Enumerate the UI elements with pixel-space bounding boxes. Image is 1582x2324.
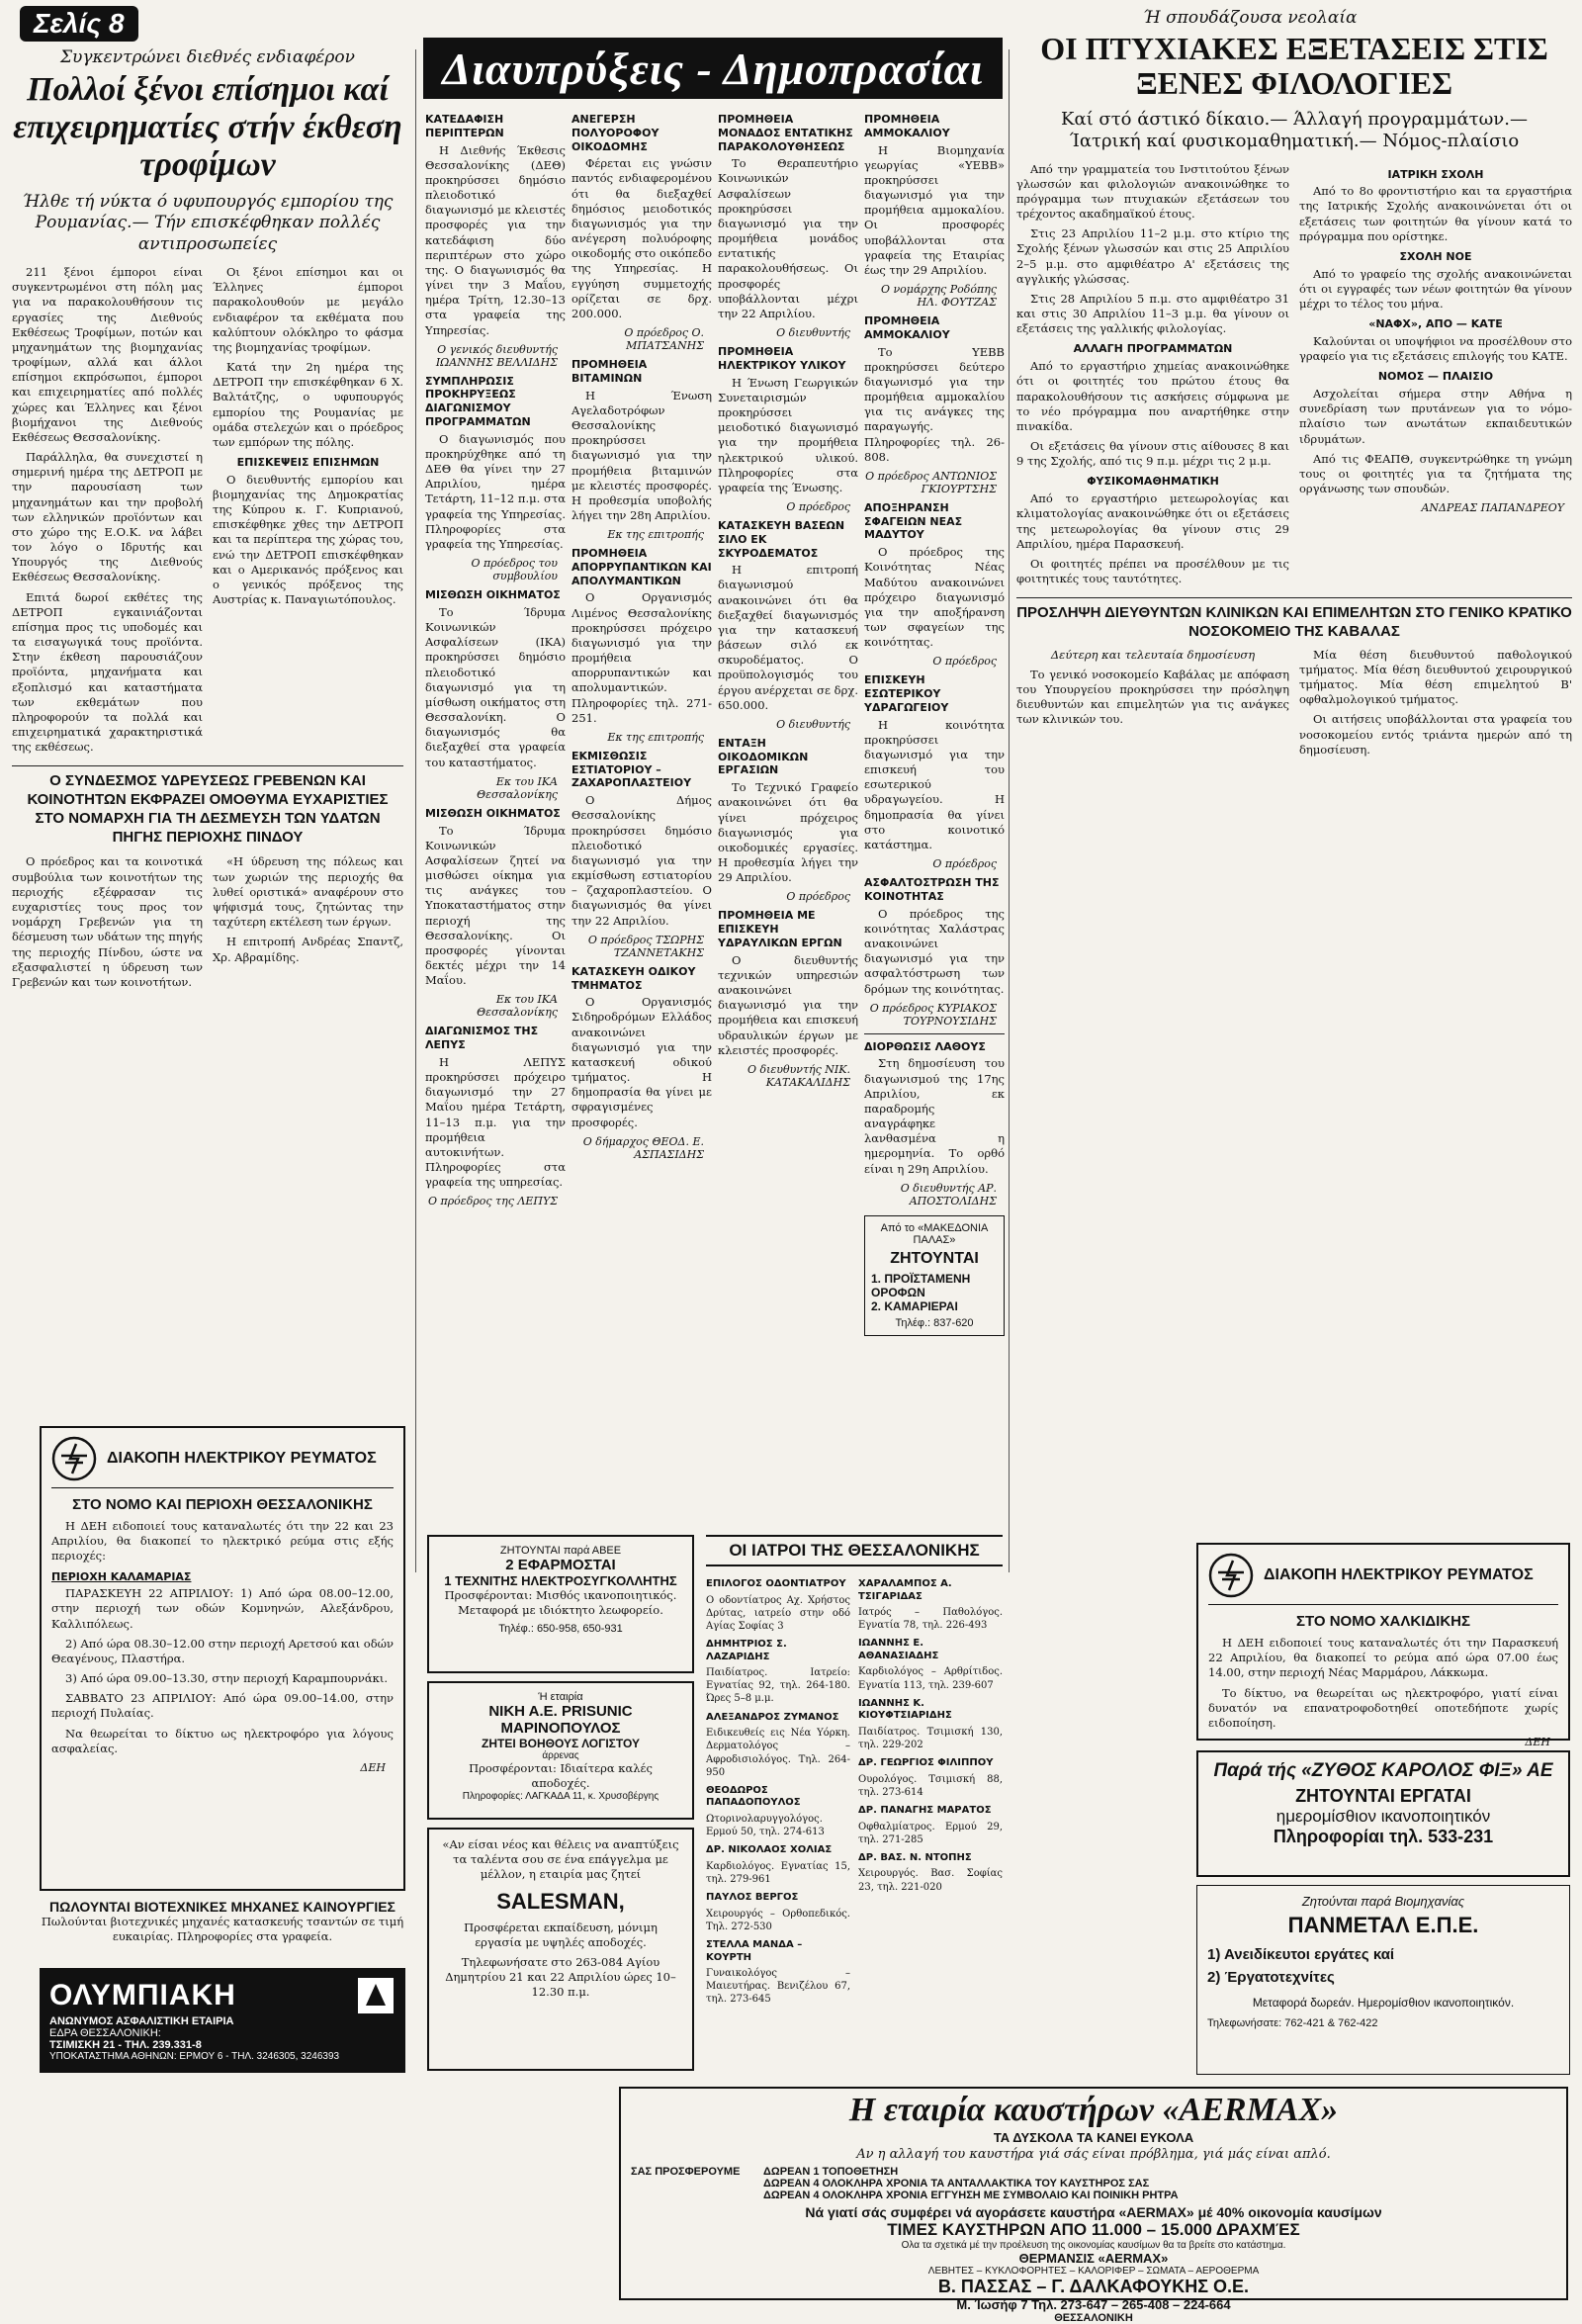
doctor-entry: ΔΡ. ΝΙΚΟΛΑΟΣ ΧΟΛΙΑΣ Καρδιολόγος. Εγνατίας 15, τηλ. 279-961: [706, 1844, 850, 1885]
deh-notice-thessaloniki: ΔΙΑΚΟΠΗ ΗΛΕΚΤΡΙΚΟΥ ΡΕΥΜΑΤΟΣ ΣΤΟ ΝΟΜΟ ΚΑΙ ΠΕΡΙΟΧΗ ΘΕΣΣΑΛΟΝΙΚΗΣ Η ΔΕΗ ειδοποιεί τους καταναλωτές ότι την 22 και 23 Απριλίου, θα διακοπεί το ηλεκτρικό ρεύμα στις εξής περιοχές: ΠΕΡΙΟΧΗ ΚΑΛΑΜΑΡΙΑΣ ΠΑΡΑΣΚΕΥΗ 22 ΑΠΡΙΛΙΟΥ: 1) Από ώρα 08.00–12.00, στην περιοχή των οδών Κομνηνών, Αλεξάνδρου, Καλλιπόλεως. 2) Από ώρα 08.30–12.00 στην περιοχή Αρετσού και οδών Θεαγένους, Πλαστήρα. 3) Από ώρα 09.00–13.30, στην περιοχή Καραμπουρνάκι. ΣΑΒΒΑΤΟ 23 ΑΠΡΙΛΙΟΥ: Από ώρα 09.00–14.00, στην περιοχή Πυλαίας. Να θεωρείται το δίκτυο ως ηλεκτροφόρο για λόγους ασφαλείας. ΔΕΗ: [40, 1426, 405, 1891]
notice: ΜΙΣΘΩΣΗ ΟΙΚΗΜΑΤΟΣ Το Ίδρυμα Κοινωνικών Ασφαλίσεων (ΙΚΑ) προκηρύσσει δημόσιο πλειοδοτικό διαγωνισμό για τη μίσθωση οικήματος στη Θεσσαλονίκη. Ο διαγωνισμός θα διεξαχθεί στα γραφεία του καταστήματος. Εκ του ΙΚΑ Θεσσαλονίκης: [425, 588, 566, 801]
doctor-entry: ΕΠΙΛΟΓΟΣ ΟΔΟΝΤΙΑΤΡΟΥ Ο οδοντίατρος Αχ. Χρήστος Δρύτας, ιατρείο στην οδό Αγίας Σοφίας 3: [706, 1578, 850, 1632]
job-ad-salesman: «Αν είσαι νέος και θέλεις να αναπτύξεις τα ταλέντα σου σε ένα επάγγελμα με μέλλον, η εταιρία μας ζητεί SALESMAN, Προσφέρεται εκπαίδευση, μόνιμη εργασία με υψηλές αποδοχές. Τηλεφωνήσατε στο 263-084 Αγίου Δημητρίου 21 και 22 Απριλίου ώρες 10–12.30 π.μ.: [427, 1828, 694, 2071]
notice: ΕΝΤΑΞΗ ΟΙΚΟΔΟΜΙΚΩΝ ΕΡΓΑΣΙΩΝ Το Τεχνικό Γραφείο ανακοινώνει ότι θα γίνει πρόχειρος διαγωνισμός για οικοδομικές εργασίες. Η προθεσμία λήγει την 29 Απριλίου. Ο πρόεδρος: [718, 736, 858, 904]
right-standfirst: Καί στό άστικό δίκαιο.— Άλλαγή προγραμμάτων.— Ίατρική καί φυσικομαθηματική.— Νόμος-πλαίσιο: [1061, 109, 1528, 151]
notice: ΚΑΤΕΔΑΦΙΣΗ ΠΕΡΙΠΤΕΡΩΝ Η Διεθνής Έκθεσις Θεσσαλονίκης (ΔΕΘ) προκηρύσσει δημόσιο πλειοδοτικό διαγωνισμό με κλειστές προσφορές για την κατεδάφιση δύο περιπτέρων στο χώρο της. Ο διαγωνισμός θα γίνει την 3 Μαΐου, ημέρα Τρίτη, 12.30–13 στα γραφεία της Υπηρεσίας. Ο γενικός διευθυντής ΙΩΑΝΝΗΣ ΒΕΛΛΙΔΗΣ: [425, 113, 566, 369]
correction-notice: ΔΙΟΡΘΩΣΙΣ ΛΑΘΟΥΣ Στη δημοσίευση του διαγωνισμού της 17ης Απριλίου, εκ παραδρομής αναγράφηκε λανθασμένα η ημερομηνία. Το ορθό είναι η 29η Απριλίου. Ο διευθυντής ΑΡ. ΑΠΟΣΤΟΛΙΔΗΣ: [864, 1039, 1005, 1207]
notice: ΠΡΟΜΗΘΕΙΑ ΗΛΕΚΤΡΙΚΟΥ ΥΛΙΚΟΥ Η Ένωση Γεωργικών Συνεταιρισμών προκηρύσσει μειοδοτικό διαγωνισμό για την προμήθεια ηλεκτρικού υλικού. Πληροφορίες στα γραφεία της Ένωσης. Ο πρόεδρος: [718, 345, 858, 514]
paragraph: Η επιτροπή Ανδρέας Σπαντζ, Χρ. Αβραμίδης.: [213, 935, 403, 964]
right-kicker: Ή σπουδάζουσα νεολαία: [1143, 8, 1358, 28]
doctor-entry: ΙΩΑΝΝΗΣ Κ. ΚΙΟΥΦΤΣΙΑΡΙΔΗΣ Παιδίατρος. Τσιμισκή 130, τηλ. 229-202: [858, 1697, 1003, 1750]
standfirst: Ήλθε τή νύκτα ό υφυπουργός εμπορίου της Ρουμανίας.— Τήν επισκέφθηκαν πολλές αντιπροσωπείες: [22, 192, 394, 254]
panmetal-ad: Ζητούνται παρά Βιομηχανίας ΠΑΝΜΕΤΑΛ Ε.Π.Ε. 1) Ανειδίκευτοι εργάτες καί 2) Έργατοτεχνίτες Μεταφορά δωρεάν. Ημερομίσθιον ικανοποιητικόν. Τηλεφωνήσατε: 762-421 & 762-422: [1196, 1885, 1570, 2075]
doctor-entry: ΑΛΕΞΑΝΔΡΟΣ ΖΥΜΑΝΟΣ Ειδικευθείς εις Νέα Υόρκη. Δερματολόγος – Αφροδισιολόγος. Τηλ. 264-950: [706, 1711, 850, 1778]
paragraph: Οι ξένοι επίσημοι και οι Έλληνες έμποροι παρακολουθούν με μεγάλο ενδιαφέρον τα εκθέματα που καλύπτουν ολόκληρο το φάσμα της βιομηχανίας τροφίμων.: [213, 264, 403, 354]
job-ad-abee: ΖΗΤΟΥΝΤΑΙ παρά ΑΒΕΕ 2 ΕΦΑΡΜΟΣΤΑΙ 1 ΤΕΧΝΙΤΗΣ ΗΛΕΚΤΡΟΣΥΓΚΟΛΛΗΤΗΣ Προσφέρονται: Μισθός ικανοποιητικός. Μεταφορά με ιδιόκτητο λεωφορείο. Τηλέφ.: 650-958, 650-931: [427, 1535, 694, 1673]
notice: ΚΑΤΑΣΚΕΥΗ ΒΑΣΕΩΝ ΣΙΛΟ ΕΚ ΣΚΥΡΟΔΕΜΑΤΟΣ Η επιτροπή διαγωνισμού ανακοινώνει ότι θα διεξαχθεί διαγωνισμός για την κατασκευή βάσεων σιλό εκ σκυροδέματος. Ο προϋπολογισμός του έργου ανέρχεται σε δρχ. 650.000. Ο διευθυντής: [718, 519, 858, 731]
doctor-entry: ΘΕΟΔΩΡΟΣ ΠΑΠΑΔΟΠΟΥΛΟΣ Ωτορινολαρυγγολόγος. Ερμού 50, τηλ. 274-613: [706, 1784, 825, 1838]
zythos-fix-ad: Παρά τής «ΖΥΘΟΣ ΚΑΡΟΛΟΣ ΦΙΞ» ΑΕ ΖΗΤΟΥΝΤΑΙ ΕΡΓΑΤΑΙ ημερομίσθιον ικανοποιητικόν Πληροφορίαι τηλ. 533-231: [1196, 1750, 1570, 1877]
notice: ΑΠΟΞΗΡΑΝΣΗ ΣΦΑΓΕΙΩΝ ΝΕΑΣ ΜΑΔΥΤΟΥ Ο πρόεδρος της Κοινότητας Νέας Μαδύτου ανακοινώνει πρόχειρο διαγωνισμό για την αποξήρανση των σφαγείων της κοινότητας. Ο πρόεδρος: [864, 500, 1005, 669]
notices-column-c: [716, 107, 860, 1096]
doctor-entry: ΧΑΡΑΛΑΜΠΟΣ Α. ΤΣΙΓΑΡΙΔΑΣ Ιατρός – Παθολόγος. Εγνατία 78, τηλ. 226-493: [858, 1578, 1003, 1632]
paragraph: 211 ξένοι έμποροι είναι συγκεντρωμένοι στη πόλη μας για να παρακολουθήσουν τις εργασίες της Διεθνούς Εκθέσεως Τροφίμων, ποτών και μηχανημάτων της βιομηχανίας τροφίμων, αλλά και άλλοι επίσημοι εκπρόσωποι, έμποροι και επιχειρηματίες από πολλές χώρες και Έλληνες και ξένοι βιομήχανοι της Διεθνούς Εκθέσεως Θεσσαλονίκης.: [12, 264, 203, 444]
subheading: ΕΠΙΣΚΕΨΕΙΣ ΕΠΙΣΗΜΩΝ: [236, 456, 380, 470]
doctors-directory: ΟΙ ΙΑΤΡΟΙ ΤΗΣ ΘΕΣΣΑΛΟΝΙΚΗΣ ΕΠΙΛΟΓΟΣ ΟΔΟΝΤΙΑΤΡΟΥ Ο οδοντίατρος Αχ. Χρήστος Δρύτας, ιατρείο στην οδό Αγίας Σοφίας 3 ΔΗΜΗΤΡΙΟΣ Σ. ΛΑΖΑΡΙΔΗΣ Παιδίατρος. Ιατρείο: Εγνατίας 92, τηλ. 264-180. Ώρες 5–8 μ.μ. ΑΛΕΞΑΝΔΡΟΣ ΖΥΜΑΝΟΣ Ειδικευθείς εις Νέα Υόρκη. Δερματολόγος – Αφροδισιολόγος. Τηλ. 264-950 ΘΕΟΔΩΡΟΣ ΠΑΠΑΔΟΠΟΥΛΟΣ Ωτορινολαρυγγολόγος. Ερμού 50, τηλ. 274-613 ΔΡ. ΝΙΚΟΛΑΟΣ ΧΟΛΙΑΣ Καρδιολόγος. Εγνατίας 15, τηλ. 279-961 ΠΑΥΛΟΣ ΒΕΡΓΟΣ Χειρουργός – Ορθοπεδικός. Τηλ. 272-530 ΣΤΕΛΛΑ ΜΑΝΔΑ – ΚΟΥΡΤΗ Γυναικολόγος – Μαιευτήρας. Βενιζέλου 67, τηλ. 273-645 ΧΑΡΑΛΑΜΠΟΣ Α. ΤΣΙΓΑΡΙΔΑΣ Ιατρός – Παθολόγος. Εγνατία 78, τηλ. 226-493 ΙΩΑΝΝΗΣ Ε. ΑΘΑΝΑΣΙΑΔΗΣ Καρδιολόγος – Αρθρίτιδος. Εγνατία 113, τηλ. 239-607 ΙΩΑΝΝΗΣ Κ. ΚΙΟΥΦΤΣΙΑΡΙΔΗΣ Παιδίατρος. Τσιμισκή 130, τηλ. 229-202 ΔΡ. ΓΕΩΡΓΙΟΣ ΦΙΛΙΠΠΟΥ Ουρολόγος. Τσιμισκή 88, τηλ. 273-614 ΔΡ. ΠΑΝΑΓΗΣ ΜΑΡΑΤΟΣ Οφθαλμίατρος. Ερμού 29, τηλ. 271-285 ΔΡ. ΒΑΣ. Ν. ΝΤΟΠΗΣ Χειρουργός. Βασ. Σοφίας 23, τηλ. 221-020: [706, 1535, 1003, 2075]
col1-text-left: [12, 265, 203, 760]
makedonia-palace-ad: Από το «ΜΑΚΕΔΟΝΙΑ ΠΑΛΑΣ» ΖΗΤΟΥΝΤΑΙ 1. ΠΡΟΪΣΤΑΜΕΝΗ ΟΡΟΦΩΝ 2. ΚΑΜΑΡΙΕΡΑΙ Τηλέφ.: 837-620: [864, 1215, 1005, 1336]
column-divider: [415, 49, 416, 1572]
deh-notice-chalkidiki: ΔΙΑΚΟΠΗ ΗΛΕΚΤΡΙΚΟΥ ΡΕΥΜΑΤΟΣ ΣΤΟ ΝΟΜΟ ΧΑΛΚΙΔΙΚΗΣ Η ΔΕΗ ειδοποιεί τους καταναλωτές ότι την Παρασκευή 22 Απριλίου, θα διακοπεί το ρεύμα από ώρα 07.00 έως 14.00, στην περιοχή Νέας Μαρμάρου, Λάκκωμα. Το δίκτυο, να θεωρείται ως ηλεκτροφόρο, γιατί είναι δυνατόν να επανατροφοδοτηθεί οποτεδήποτε χωρίς ειδοποίηση. ΔΕΗ: [1196, 1543, 1570, 1741]
subheading: ΑΛΛΑΓΗ ΠΡΟΓΡΑΜΜΑΤΩΝ: [1073, 342, 1233, 356]
paragraph: Κατά την 2η ημέρα της ΔΕΤΡΟΠ την επισκέφθηκαν 6 Χ. Βαλτάτζης, ο υφυπουργός εμπορίου της Ρουμανίας με ομάδα στελεχών και ο πρόεδρος των εμπόρων της πόλης.: [213, 360, 403, 449]
paragraph: Ο διευθυντής εμπορίου και βιομηχανίας της Δημοκρατίας της Κύπρου κ. Γ. Κυπριανού, επισκέφθηκε χθες την ΔΕΤΡΟΠ και τα περίπτερα της χώρας του, ενώ την ΔΕΤΡΟΠ επισκέφθηκαν και ο Αμερικανός πρόξενος και ο γενικός πρόξενος της Αυστρίας κ. Παναγιωτόπουλος.: [213, 472, 403, 607]
doctor-entry: ΔΡ. ΒΑΣ. Ν. ΝΤΟΠΗΣ Χειρουργός. Βασ. Σοφίας 23, τηλ. 221-020: [858, 1851, 1003, 1893]
deh-logo-icon: [1208, 1553, 1254, 1598]
col1-text-right: [213, 265, 403, 760]
notice: ΠΡΟΜΗΘΕΙΑ ΜΟΝΑΔΟΣ ΕΝΤΑΤΙΚΗΣ ΠΑΡΑΚΟΛΟΥΘΗΣΕΩΣ Το Θεραπευτήριο Κοινωνικών Ασφαλίσεων προκηρύσσει διαγωνισμό για την προμήθεια μονάδος εντατικής παρακολουθήσεως. Οι προσφορές υποβάλλονται μέχρι την 22 Απριλίου. Ο διευθυντής: [718, 113, 858, 340]
notice: ΔΙΑΓΩΝΙΣΜΟΣ ΤΗΣ ΛΕΠΥΣ Η ΛΕΠΥΣ προκηρύσσει πρόχειρο διαγωνισμό την 27 Μαΐου ημέρα Τετάρτη, 11–13 π.μ. για την προμήθεια αυτοκινήτων. Πληροφορίες στα γραφεία της υπηρεσίας. Ο πρόεδρος της ΛΕΠΥΣ: [425, 1025, 566, 1208]
subheading: ΦΥΣΙΚΟΜΑΘΗΜΑΤΙΚΗ: [1087, 475, 1219, 489]
notice: ΠΡΟΜΗΘΕΙΑ ΑΜΜΟΚΑΛΙΟΥ Το ΥΕΒΒ προκηρύσσει δεύτερο διαγωνισμό για την προμήθεια αμμοκαλίου για τις ανάγκες της παραγωγής. Πληροφορίες τηλ. 26-808. Ο πρόεδρος ΑΝΤΩΝΙΟΣ ΓΚΙΟΥΡΤΣΗΣ: [864, 314, 1005, 495]
headline: Πολλοί ξένοι επίσημοι καί επιχειρηματίες στήν έκθεση τροφίμων: [13, 71, 402, 184]
subheading: «ΝΑΦΧ», ΑΠΟ — ΚΑΤΕ: [1368, 317, 1503, 331]
page-label: Σελίς 8: [20, 6, 138, 42]
notices-column-d: [862, 107, 1007, 1570]
box-headline: Ο ΣΥΝΔΕΣΜΟΣ ΥΔΡΕΥΣΕΩΣ ΓΡΕΒΕΝΩΝ ΚΑΙ ΚΟΙΝΟΤΗΤΩΝ ΕΚΦΡΑΖΕΙ ΟΜΟΘΥΜΑ ΕΥΧΑΡΙΣΤΙΕΣ ΣΤΟ ΝΟΜΑΡΧΗ ΓΙΑ ΤΗ ΔΕΣΜΕΥΣΗ ΤΩΝ ΥΔΑΤΩΝ ΠΗΓΗΣ ΠΕΡΙΟΧΗΣ ΠΙΝΔΟΥ: [27, 772, 389, 846]
notice: ΠΡΟΜΗΘΕΙΑ ΑΜΜΟΚΑΛΙΟΥ Η Βιομηχανία γεωργίας «ΥΕΒΒ» προκηρύσσει διαγωνισμό για την προμήθεια αμμοκαλίου. Οι προσφορές υποβάλλονται στα γραφεία της Εταιρίας έως την 29 Απριλίου. Ο νομάρχης Ροδόπης ΗΛ. ΦΟΥΤΖΑΣ: [864, 113, 1005, 310]
notice: ΠΡΟΜΗΘΕΙΑ ΑΠΟΡΡΥΠΑΝΤΙΚΩΝ ΚΑΙ ΑΠΟΛΥΜΑΝΤΙΚΩΝ Ο Οργανισμός Λιμένος Θεσσαλονίκης προκηρύσσει πρόχειρο διαγωνισμό για την προμήθεια απορρυπαντικών και απολυμαντικών. Πληροφορίες τηλ. 271-251. Εκ της επιτροπής: [571, 547, 712, 744]
divider: [12, 765, 403, 766]
notice: ΑΝΕΓΕΡΣΗ ΠΟΛΥΟΡΟΦΟΥ ΟΙΚΟΔΟΜΗΣ Φέρεται εις γνώσιν παντός ενδιαφερομένου ότι θα διεξαχθεί δημόσιος μειοδοτικός διαγωνισμός για την ανέγερση πολυόροφης οικοδομής στο οικόπεδο της Υπηρεσίας. Η εγγύηση συμμετοχής ορίζεται σε δρχ. 200.000. Ο πρόεδρος Ο. ΜΠΑΤΣΑΝΗΣ: [571, 113, 712, 353]
subheading: ΝΟΜΟΣ — ΠΛΑΙΣΙΟ: [1377, 370, 1494, 384]
paragraph: Επιτά δωροί εκθέτες της ΔΕΤΡΟΠ εγκαινιάζονται επίσημα προς τις υποδομές και τα εισαγωγικά τους προϊόντα. Στην έκθεση παρουσιάζουν προϊόντα, μηχανήματα και εξοπλισμό και καταστήματα των εκθεμάτων που πληροφορούν τα πολλά και επιχειρηματικά χαρακτηριστικά της εκθέσεως.: [12, 589, 203, 755]
doctor-entry: ΠΑΥΛΟΣ ΒΕΡΓΟΣ Χειρουργός – Ορθοπεδικός. Τηλ. 272-530: [706, 1892, 850, 1932]
notice: ΠΡΟΜΗΘΕΙΑ ΜΕ ΕΠΙΣΚΕΥΗ ΥΔΡΑΥΛΙΚΩΝ ΕΡΓΩΝ Ο διευθυντής τεχνικών υπηρεσιών ανακοινώνει διαγωνισμό για την προμήθεια και επισκευή υδραυλικών έργων με κλειστές προσφορές. Ο διευθυντής ΝΙΚ. ΚΑΤΑΚΑΛΙΔΗΣ: [718, 909, 858, 1089]
column-divider: [1009, 49, 1010, 1572]
paragraph: Παράλληλα, θα συνεχιστεί η σημερινή ημέρα της ΔΕΤΡΟΠ με την παρουσίαση των μηχανημάτων και την προβολή των ελληνικών προϊόντων και στο χώρο της Ε.Ο.Κ. να λάβει τον λόγο ο Ιδρυτής και Υπουργός της Διεθνούς Εκθέσεως Θεσσαλονίκης.: [12, 450, 203, 584]
olympiaki-ad: ΟΛΥΜΠΙΑΚΗ ΑΝΩΝΥΜΟΣ ΑΣΦΑΛΙΣΤΙΚΗ ΕΤΑΙΡΙΑ ΕΔΡΑ ΘΕΣΣΑΛΟΝΙΚΗ: ΤΣΙΜΙΣΚΗ 21 - ΤΗΛ. 239.331-8 ΥΠΟΚΑΤΑΣΤΗΜΑ ΑΘΗΝΩΝ: ΕΡΜΟΥ 6 - ΤΗΛ. 3246305, 3246393: [40, 1968, 405, 2073]
notice: ΜΙΣΘΩΣΗ ΟΙΚΗΜΑΤΟΣ Το Ίδρυμα Κοινωνικών Ασφαλίσεων ζητεί να μισθώσει οίκημα για τις ανάγκες του Υποκαταστήματος στην περιοχή της Θεσσαλονίκης. Οι προσφορές γίνονται δεκτές μέχρι την 14 Μαΐου. Εκ του ΙΚΑ Θεσσαλονίκης: [425, 806, 566, 1020]
paragraph: Από την γραμματεία του Ινστιτούτου ξένων γλωσσών και φιλολογιών ανακοινώθηκε το πρόγραμμα των πτυχιακών εξετάσεων του τρέχοντος ακαδημαϊκού έτους.: [1016, 161, 1289, 222]
column-1: [12, 0, 403, 1416]
aermax-ad: Η εταιρία καυστήρων «AERMAX» ΤΑ ΔΥΣΚΟΛΑ ΤΑ ΚΑΝΕΙ ΕΥΚΟΛΑ Αν η αλλαγή του καυστήρα γιά σάς είναι πρόβλημα, γιά μάς είναι απλό. ΣΑΣ ΠΡΟΣΦΕΡΟΥΜΕ ΔΩΡΕΑΝ 1 ΤΟΠΟΘΕΤΗΣΗ ΔΩΡΕΑΝ 4 ΟΛΟΚΛΗΡΑ ΧΡΟΝΙΑ ΤΑ ΑΝΤΑΛΛΑΚΤΙΚΑ ΤΟΥ ΚΑΥΣΤΗΡΟΣ ΣΑΣ ΔΩΡΕΑΝ 4 ΟΛΟΚΛΗΡΑ ΧΡΟΝΙΑ ΕΓΓΥΗΣΗ ΜΕ ΣΥΜΒΟΛΑΙΟ ΚΑΙ ΠΟΙΝΙΚΗ ΡΗΤΡΑ Νά γιατί σάς συμφέρει νά αγοράσετε καυστήρα «AERMAX» μέ 40% οικονομία καυσίμων ΤΙΜΕΣ ΚΑΥΣΤΗΡΩΝ ΑΠΟ 11.000 – 15.000 ΔΡΑΧΜΈΣ Ολα τα σχετικά μέ την προέλευση της οικονομίας καυσίμων θα τα βρείτε στο κατάστημα. ΘΕΡΜΑΝΣΙΣ «AERMAX» ΛΕΒΗΤΕΣ – ΚΥΚΛΟΦΟΡΗΤΕΣ – ΚΑΛΟΡΙΦΕΡ – ΣΩΜΑΤΑ – ΑΕΡΟΘΕΡΜΑ Β. ΠΑΣΣΑΣ – Γ. ΔΑΛΚΑΦΟΥΚΗΣ Ο.Ε. Μ. Ίωσήφ 7 Τηλ. 273-647 – 265-408 – 224-664 ΘΕΣΣΑΛΟΝΙΚΗ: [619, 2087, 1568, 2300]
kicker: Συγκεντρώνει διεθνές ενδιαφέρον: [60, 47, 355, 67]
section-banner: Διαυπρύξεις - Δημοπρασίαι: [423, 38, 1003, 99]
paragraph: Στις 28 Απριλίου 5 π.μ. στο αμφιθέατρο 31 και στις 30 Απριλίου 11–3 μ.μ. θα γίνουν οι εξετάσεις της γαλλικής φιλολογίας.: [1016, 291, 1289, 336]
notice: ΣΥΜΠΛΗΡΩΣΙΣ ΠΡΟΚΗΡΥΞΕΩΣ ΔΙΑΓΩΝΙΣΜΟΥ ΠΡΟΓΡΑΜΜΑΤΩΝ Ο διαγωνισμός που προκηρύχθηκε από τη ΔΕΘ θα γίνει την 27 Απριλίου, ημέρα Τετάρτη, 11–12 π.μ. στα γραφεία της Υπηρεσίας. Πληροφορίες στα γραφεία της Υπηρεσίας. Ο πρόεδρος του συμβουλίου: [425, 374, 566, 583]
doctors-list-right: [858, 1572, 1003, 2011]
doctors-list-left: [706, 1572, 850, 2011]
doctor-entry: ΔΡ. ΠΑΝΑΓΗΣ ΜΑΡΑΤΟΣ Οφθαλμίατρος. Ερμού 29, τηλ. 271-285: [858, 1805, 1003, 1845]
doctor-entry: ΣΤΕΛΛΑ ΜΑΝΔΑ – ΚΟΥΡΤΗ Γυναικολόγος – Μαιευτήρας. Βενιζέλου 67, τηλ. 273-645: [706, 1939, 850, 2006]
notice: ΑΣΦΑΛΤΟΣΤΡΩΣΗ ΤΗΣ ΚΟΙΝΟΤΗΤΑΣ Ο πρόεδρος της κοινότητας Χαλάστρας ανακοινώνει διαγωνισμό για την ασφαλτόστρωση των δρόμων της κοινότητας. Ο πρόεδρος ΚΥΡΙΑΚΟΣ ΤΟΥΡΝΟΥΣΙΔΗΣ: [864, 876, 1005, 1028]
machines-for-sale-ad: ΠΩΛΟΥΝΤΑΙ ΒΙΟΤΕΧΝΙΚΕΣ ΜΗΧΑΝΕΣ ΚΑΙΝΟΥΡΓΙΕΣ Πωλούνται βιοτεχνικές μηχανές κατασκευής τσαντών σε τιμή ευκαιρίας. Πληροφορίες στα γραφεία.: [41, 1899, 404, 1944]
notices-column-a: [423, 107, 568, 1412]
olympiaki-logo-icon: [356, 1976, 396, 2015]
doctor-entry: ΔΡ. ΓΕΩΡΓΙΟΣ ΦΙΛΙΠΠΟΥ Ουρολόγος. Τσιμισκή 88, τηλ. 273-614: [858, 1757, 1003, 1798]
right-column: Ή σπουδάζουσα νεολαία ΟΙ ΠΤΥΧΙΑΚΕΣ ΕΞΕΤΑΣΕΙΣ ΣΤΙΣ ΞΕΝΕΣ ΦΙΛΟΛΟΓΙΕΣ Καί στό άστικό δίκαιο.— Άλλαγή προγραμμάτων.— Ίατρική καί φυσικομαθηματική.— Νόμος-πλαίσιο Από την γραμματεία του Ινστιτούτου ξένων γλωσσών και φιλολογιών ανακοινώθηκε το πρόγραμμα των πτυχιακών εξετάσεων του τρέχοντος ακαδημαϊκού έτους. Στις 23 Απριλίου 11–2 μ.μ. στο κτίριο της Σχολής ξένων γλωσσών και στις 25 Απριλίου 2–5 μ.μ. στο αμφιθέατρο Α' εξετάσεις της αγγλικής γλώσσας. Στις 28 Απριλίου 5 π.μ. στο αμφιθέατρο 31 και στις 30 Απριλίου 11–3 μ.μ. θα γίνουν οι εξετάσεις της γαλλικής φιλολογίας. ΑΛΛΑΓΗ ΠΡΟΓΡΑΜΜΑΤΩΝ Από το εργαστήριο χημείας ανακοινώθηκε ότι οι φοιτητές του πρώτου έτους θα παρακολουθήσουν τις ασκήσεις σύμφωνα με το νέο πρόγραμμα που αναρτήθηκε στην πινακίδα. Οι εξετάσεις θα γίνουν στις αίθουσες 8 και 9 της Σχολής, από τις 9 π.μ. μέχρι τις 2 μ.μ. ΦΥΣΙΚΟΜΑΘΗΜΑΤΙΚΗ Από το εργαστήριο μετεωρολογίας και κλιματολογίας ανακοινώθηκε ότι οι εξετάσεις της μετεωρολογίας θα γίνουν στις 29 Απριλίου, ημέρα Παρασκευή. Οι φοιτητές πρέπει να προσέλθουν με τις φοιτητικές τους ταυτότητες. ΙΑΤΡΙΚΗ ΣΧΟΛΗ Από το 8ο φροντιστήριο και τα εργαστήρια της Ιατρικής Σχολής ανακοινώνεται ότι οι εξετάσεις των φοιτητών θα γίνουν κατά το πρόγραμμα που ορίστηκε. ΣΧΟΛΗ ΝΟΕ Από το γραφείο της σχολής ανακοινώνεται ότι οι εγγραφές των νέων φοιτητών θα γίνουν μέχρι το τέλος του μήνα. «ΝΑΦΧ», ΑΠΟ — ΚΑΤΕ Καλούνται οι υποψήφιοι να προσέλθουν στο γραφείο για τις εξετάσεις επιλογής του ΚΑΤΕ. ΝΟΜΟΣ — ΠΛΑΙΣΙΟ Ασχολείται σήμερα στην Αθήνα η συνεδρίαση των πρυτάνεων για το νόμο-πλαίσιο των ανωτάτων εκπαιδευτικών ιδρυμάτων. Από τις ΦΕΑΠΘ, συγκεντρώθηκε τη γνώμη τους οι φοιτητές για τα ζητήματα της οργάνωσης των σπουδών. ΑΝΔΡΕΑΣ ΠΑΠΑΝΔΡΕΟΥ ΠΡΟΣΛΗΨΗ ΔΙΕΥΘΥΝΤΩΝ ΚΛΙΝΙΚΩΝ ΚΑΙ ΕΠΙΜΕΛΗΤΩΝ ΣΤΟ ΓΕΝΙΚΟ ΚΡΑΤΙΚΟ ΝΟΣΟΚΟΜΕΙΟ ΤΗΣ ΚΑΒΑΛΑΣ Δεύτερη και τελευταία δημοσίευση Το γενικό νοσοκομείο Καβάλας με απόφαση του Υπουργείου προκηρύσσει την πρόσληψη διευθυντών και επιμελητών για τις ανάγκες των κλινικών του. Μία θέση διευθυντού παθολογικού τμήματος. Μία θέση διευθυντού χειρουργικού τμήματος. Μία θέση επιμελητού Β' οφθαλμολογικού τμήματος. Οι αιτήσεις υποβάλλονται στα γραφεία του νοσοκομείου εντός τριάντα ημερών από τη δημοσίευση.: [1016, 8, 1572, 757]
notice: ΕΚΜΙΣΘΩΣΙΣ ΕΣΤΙΑΤΟΡΙΟΥ – ΖΑΧΑΡΟΠΛΑΣΤΕΙΟΥ Ο Δήμος Θεσσαλονίκης προκηρύσσει δημόσιο πλειοδοτικό διαγωνισμό για την εκμίσθωση εστιατορίου – ζαχαροπλαστείου. Ο διαγωνισμός θα γίνει την 22 Απριλίου. Ο πρόεδρος ΤΣΩΡΗΣ ΤΖΑΝΝΕΤΑΚΗΣ: [571, 749, 712, 959]
paragraph: Στις 23 Απριλίου 11–2 μ.μ. στο κτίριο της Σχολής ξένων γλωσσών και στις 25 Απριλίου 2–5 μ.μ. στο αμφιθέατρο Α' εξετάσεις της αγγλικής γλώσσας.: [1016, 226, 1289, 286]
paragraph: Ο πρόεδρος και τα κοινοτικά συμβούλια των κοινοτήτων της περιοχής εξέφρασαν τις ευχαριστίες τους προς τον νομάρχη Γρεβενών για τη δέσμευση των υδάτων της πηγής της περιοχής Πίνδου, ώστε να εξασφαλιστεί η ύδρευση των Γρεβενών και των κοινοτήτων.: [12, 854, 203, 989]
notices-column-b: [570, 107, 714, 1161]
signature: ΑΝΔΡΕΑΣ ΠΑΠΑΝΔΡΕΟΥ: [1421, 501, 1564, 515]
doctor-entry: ΔΗΜΗΤΡΙΟΣ Σ. ΛΑΖΑΡΙΔΗΣ Παιδίατρος. Ιατρείο: Εγνατίας 92, τηλ. 264-180. Ώρες 5–8 μ.μ.: [706, 1639, 850, 1705]
subheading: ΣΧΟΛΗ ΝΟΕ: [1399, 250, 1472, 263]
right-headline: ΟΙ ΠΤΥΧΙΑΚΕΣ ΕΞΕΤΑΣΕΙΣ ΣΤΙΣ ΞΕΝΕΣ ΦΙΛΟΛΟΓΙΕΣ: [1040, 31, 1548, 102]
deh-logo-icon: [51, 1436, 97, 1481]
notice: ΚΑΤΑΣΚΕΥΗ ΟΔΙΚΟΥ ΤΜΗΜΑΤΟΣ Ο Οργανισμός Σιδηροδρόμων Ελλάδος ανακοινώνει διαγωνισμό για την κατασκευή οδικού τμήματος. Η δημοπρασία θα γίνει με σφραγισμένες προσφορές. Ο δήμαρχος ΘΕΟΔ. Ε. ΑΣΠΑΣΙΔΗΣ: [571, 964, 712, 1161]
paragraph: «Η ύδρευση της πόλεως και των χωριών της περιοχής θα λυθεί οριστικά» αναφέρουν στο ψήφισμά τους, ζητώντας την ταχύτερη εκτέλεση των έργων.: [213, 854, 403, 930]
job-ad-prisunic: Ή εταιρία ΝΙΚΗ Α.Ε. PRISUNIC ΜΑΡΙΝΟΠΟΥΛΟΣ ΖΗΤΕΙ ΒΟΗΘΟΥΣ ΛΟΓΙΣΤΟΥ άρρενας Προσφέρονται: Ιδιαίτερα καλές αποδοχές. Πληροφορίες: ΛΑΓΚΑΔΑ 11, κ. Χρυσοβέργης: [427, 1681, 694, 1820]
notice: ΠΡΟΜΗΘΕΙΑ ΒΙΤΑΜΙΝΩΝ Η Ένωση Αγελαδοτρόφων Θεσσαλονίκης προκηρύσσει διαγωνισμό για την προμήθεια βιταμινών με κλειστές προσφορές. Η προθεσμία υποβολής λήγει την 28η Απριλίου. Εκ της επιτροπής: [571, 358, 712, 542]
notice: ΕΠΙΣΚΕΥΗ ΕΣΩΤΕΡΙΚΟΥ ΥΔΡΑΓΩΓΕΙΟΥ Η κοινότητα προκηρύσσει διαγωνισμό για την επισκευή του εσωτερικού υδραγωγείου. Η δημοπρασία θα γίνει στο κοινοτικό κατάστημα. Ο πρόεδρος: [864, 673, 1005, 871]
doctor-entry: ΙΩΑΝΝΗΣ Ε. ΑΘΑΝΑΣΙΑΔΗΣ Καρδιολόγος – Αρθρίτιδος. Εγνατία 113, τηλ. 239-607: [858, 1638, 1003, 1691]
subheading: ΙΑΤΡΙΚΗ ΣΧΟΛΗ: [1387, 167, 1484, 181]
hospital-headline: ΠΡΟΣΛΗΨΗ ΔΙΕΥΘΥΝΤΩΝ ΚΛΙΝΙΚΩΝ ΚΑΙ ΕΠΙΜΕΛΗΤΩΝ ΣΤΟ ΓΕΝΙΚΟ ΚΡΑΤΙΚΟ ΝΟΣΟΚΟΜΕΙΟ ΤΗΣ ΚΑΒΑΛΑΣ: [1016, 604, 1572, 640]
